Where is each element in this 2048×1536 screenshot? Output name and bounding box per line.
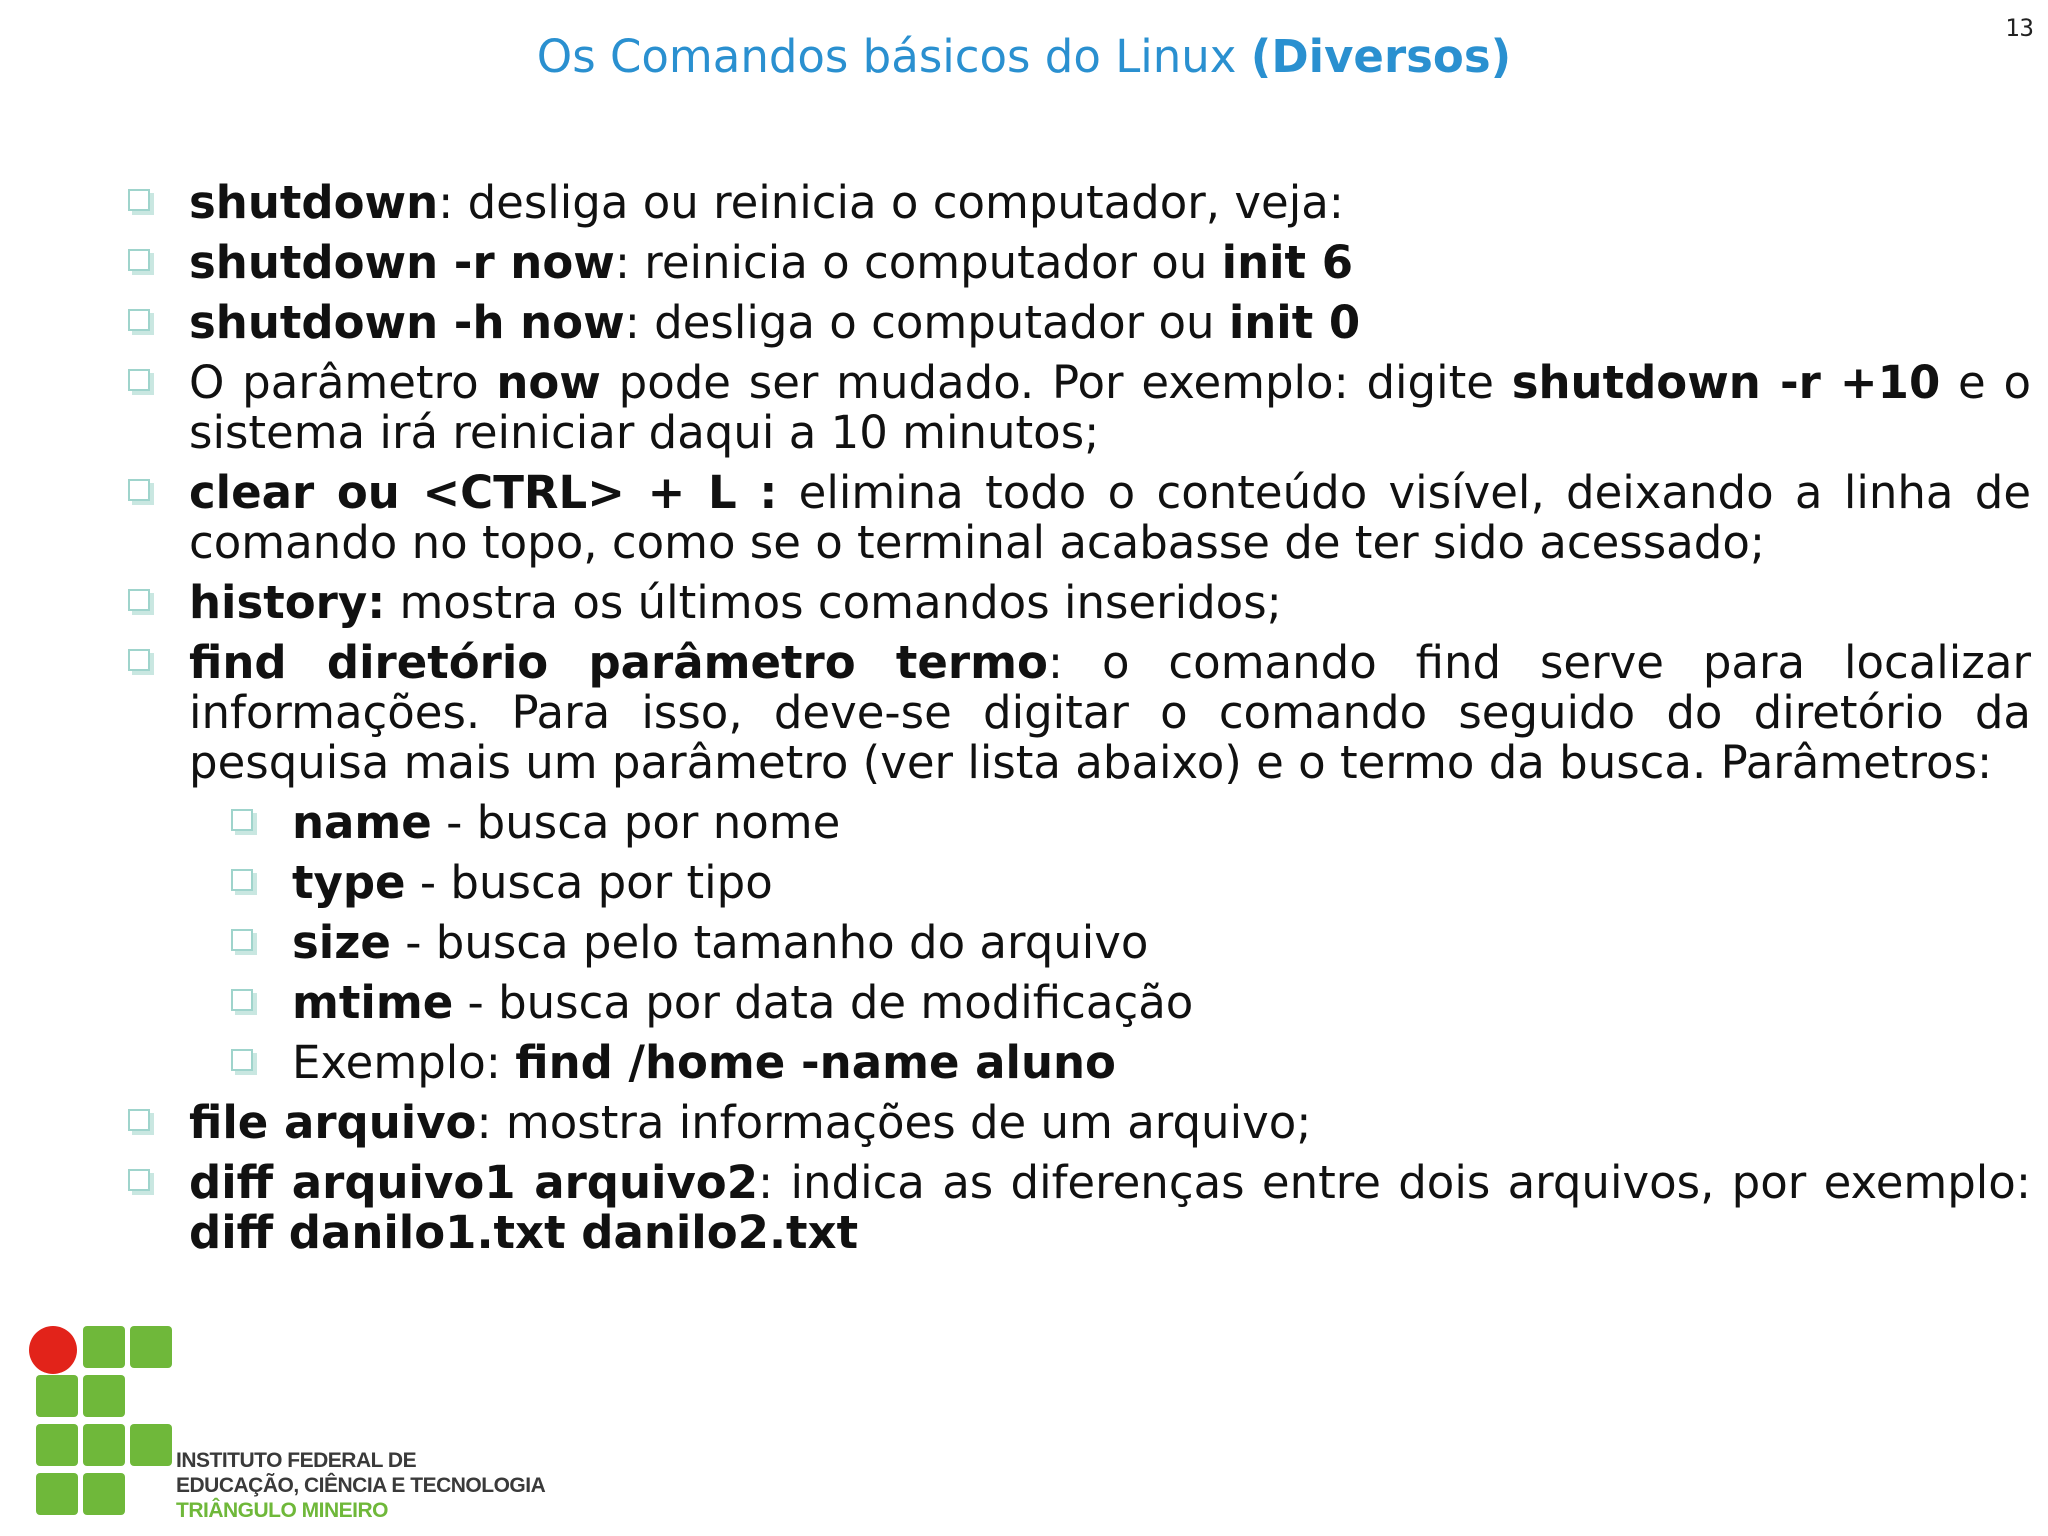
checkbox-bullet-icon	[128, 1169, 150, 1191]
item-text: - busca por tipo	[405, 856, 773, 909]
list-item-shutdown	[126, 178, 2031, 228]
item-text: e o sistema irá reiniciar daqui a 10 minutos;	[189, 356, 2031, 459]
checkbox-bullet-icon	[128, 309, 150, 331]
item-bold: find diretório parâmetro termo	[189, 636, 1048, 689]
sub-item-mtime	[229, 978, 2031, 1028]
checkbox-bullet-icon	[231, 809, 253, 831]
item-bold: history:	[189, 576, 386, 629]
list-item-history	[126, 578, 2031, 628]
item-text: : o comando find serve para localizar informações. Para isso, deve-se digitar o comando seguido do diretório da pesquisa mais um parâmetro (ver lista abaixo) e o termo da busca. Parâmetros:	[189, 636, 2032, 789]
sub-item-size	[229, 918, 2031, 968]
checkbox-bullet-icon	[128, 479, 150, 501]
checkbox-bullet-icon	[231, 989, 253, 1011]
item-text: Exemplo:	[292, 1036, 516, 1089]
checkbox-bullet-icon	[128, 369, 150, 391]
item-text: mostra os últimos comandos inseridos;	[385, 576, 1282, 629]
item-text: elimina todo o conteúdo visível, deixando a linha de comando no topo, como se o terminal acabasse de ter sido acessado;	[189, 466, 2032, 569]
item-bold: diff danilo1.txt danilo2.txt	[189, 1206, 859, 1259]
list-item-shutdown-h	[126, 298, 2031, 348]
checkbox-bullet-icon	[231, 929, 253, 951]
item-bold: find /home -name aluno	[515, 1036, 1116, 1089]
item-bold: shutdown -r +10	[1511, 356, 1941, 409]
item-bold: init 6	[1221, 236, 1354, 289]
item-text: pode ser mudado. Por exemplo: digite	[600, 356, 1512, 409]
bullet-list	[126, 178, 2031, 1268]
item-text: : desliga ou reinicia o computador, veja:	[438, 176, 1344, 229]
logo-line-3: TRIÂNGULO MINEIRO	[176, 1499, 388, 1522]
item-bold: shutdown	[189, 176, 439, 229]
item-text: - busca pelo tamanho do arquivo	[390, 916, 1149, 969]
title-normal: Os Comandos básicos do Linux	[536, 30, 1251, 83]
item-bold: shutdown -r now	[189, 236, 615, 289]
slide-title	[0, 30, 2048, 83]
item-bold: clear ou <CTRL> + L :	[189, 466, 778, 519]
item-text: : mostra informações de um arquivo;	[476, 1096, 1312, 1149]
item-text: : desliga o computador ou	[624, 296, 1229, 349]
checkbox-bullet-icon	[128, 189, 150, 211]
sub-item-type	[229, 858, 2031, 908]
logo-line-2: EDUCAÇÃO, CIÊNCIA E TECNOLOGIA	[176, 1474, 546, 1497]
checkbox-bullet-icon	[231, 869, 253, 891]
checkbox-bullet-icon	[231, 1049, 253, 1071]
sub-item-example	[229, 1038, 2031, 1088]
page-number: 13	[2005, 14, 2034, 42]
item-bold: init 0	[1228, 296, 1361, 349]
logo-red-circle	[29, 1326, 77, 1374]
item-text: O parâmetro	[189, 356, 497, 409]
logo-line-1: INSTITUTO FEDERAL DE	[176, 1449, 417, 1472]
item-bold: diff arquivo1 arquivo2	[189, 1156, 759, 1209]
list-item-clear	[126, 468, 2031, 568]
list-item-diff	[126, 1158, 2031, 1258]
checkbox-bullet-icon	[128, 249, 150, 271]
logo-grid-icon	[29, 1326, 172, 1515]
list-item-find	[126, 638, 2031, 788]
item-text: : indica as diferenças entre dois arquivos, por exemplo:	[758, 1156, 2031, 1209]
list-item-shutdown-r	[126, 238, 2031, 288]
item-text: - busca por nome	[431, 796, 841, 849]
checkbox-bullet-icon	[128, 649, 150, 671]
sub-item-name	[229, 798, 2031, 848]
item-text: : reinicia o computador ou	[614, 236, 1222, 289]
item-bold: mtime	[292, 976, 454, 1029]
checkbox-bullet-icon	[128, 589, 150, 611]
checkbox-bullet-icon	[128, 1109, 150, 1131]
item-bold: shutdown -h now	[189, 296, 625, 349]
item-bold: file arquivo	[189, 1096, 477, 1149]
item-text: - busca por data de modificação	[453, 976, 1194, 1029]
item-bold: name	[292, 796, 432, 849]
logo-text	[176, 1448, 545, 1523]
list-item-file	[126, 1098, 2031, 1148]
item-bold: now	[496, 356, 601, 409]
item-bold: type	[292, 856, 406, 909]
list-item-now-param	[126, 358, 2031, 458]
item-bold: size	[292, 916, 391, 969]
title-bold: (Diversos)	[1250, 30, 1512, 83]
